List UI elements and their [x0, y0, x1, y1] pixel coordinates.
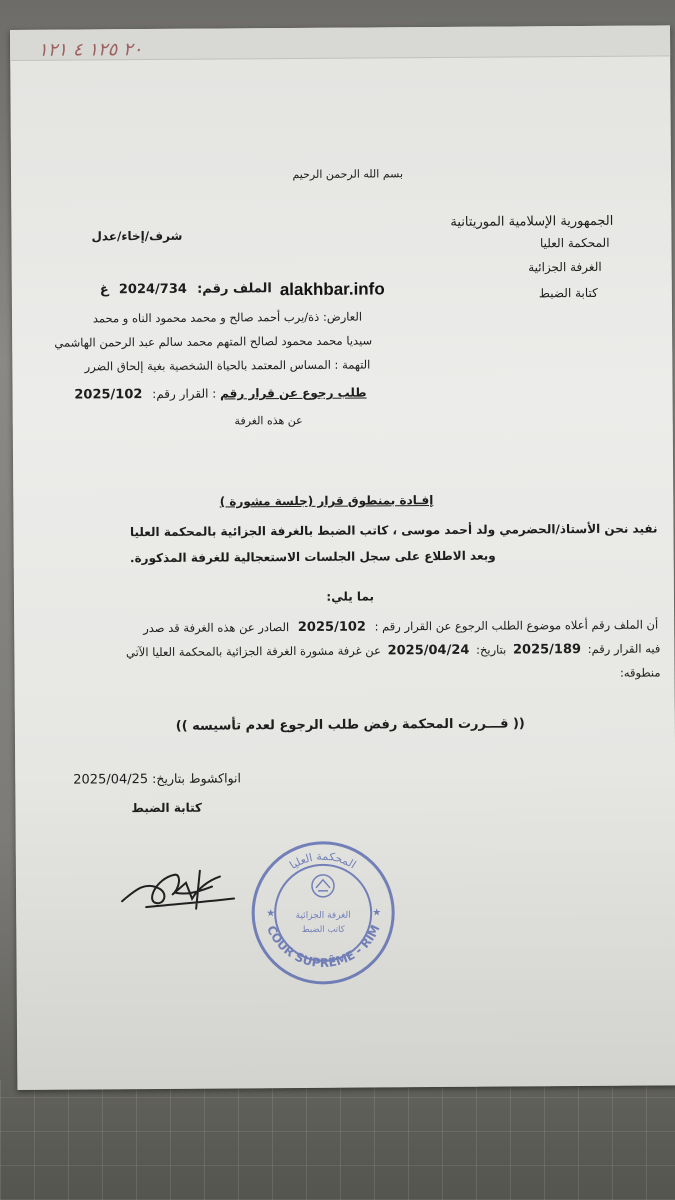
body-line2-mid: بتاريخ: — [476, 642, 507, 657]
request-line — [74, 386, 366, 403]
source-watermark: alakhbar.info — [279, 279, 385, 300]
basmala: بسم الله الرحمن الرحيم — [292, 167, 404, 182]
request-number: 2025/102 — [74, 387, 143, 403]
file-number: 2024/734 — [118, 281, 187, 298]
court-stamp — [248, 837, 399, 988]
header-registry: كتابة الضبط — [538, 285, 598, 301]
whereas-label: بما يلي: — [326, 589, 375, 604]
edge-handwritten-note: ٢٠ ١٢٥ ٤ ١٢١ — [38, 39, 143, 61]
paragraph-1: نفيد نحن الأستاذ/الحضرمي ولد أحمد موسى ، كاتب الضبط بالغرفة الجزائية بالمحكمة العليا — [129, 521, 658, 540]
document-page — [10, 25, 675, 1090]
stamp-top-text: المحكمة العليا — [287, 849, 359, 872]
file-suffix: غ — [99, 282, 109, 298]
svg-text:★: ★ — [266, 908, 276, 920]
header-chamber: الغرفة الجزائية — [528, 259, 602, 275]
stamp-inner-line-1: الغرفة الجزائية — [295, 910, 351, 922]
body-decision-number: 2025/102 — [297, 619, 366, 636]
stamp-inner-line-2: كاتب الضبط — [301, 924, 345, 935]
body-line-2 — [126, 641, 660, 660]
stamp-bottom-text: COUR SUPRÊME - RIM — [264, 922, 383, 971]
body-ruling-number: 2025/189 — [512, 642, 582, 658]
charge-line: التهمة : المساس المعتمد بالحياة الشخصية بغية إلحاق الضرر — [84, 357, 371, 374]
header-court: المحكمة العليا — [539, 235, 610, 251]
file-number-line — [100, 281, 272, 297]
motto: شرف/إخاء/عدل — [91, 228, 183, 244]
request-line-2: عن هذه الغرفة — [234, 413, 303, 428]
place-date-line — [73, 770, 241, 787]
petitioner-line-2: سيديا محمد محمود لصالح المتهم محمد سالم عبد الرحمن الهاشمي — [54, 333, 373, 350]
paragraph-2: وبعد الاطلاع على سجل الجلسات الاستعجالية للغرفة المذكورة. — [129, 548, 496, 566]
body-line1-end: الصادر عن هذه الغرفة قد صدر — [143, 620, 290, 636]
body-line2-start: فيه القرار رقم: — [587, 641, 661, 656]
notice-title: إفـادة بمنطوق قرار (جلسة مشورة ) — [219, 493, 434, 509]
header-country: الجمهورية الإسلامية الموريتانية — [450, 213, 614, 230]
place-date-label: انواكشوط بتاريخ: — [152, 770, 242, 787]
file-label: الملف رقم: — [197, 281, 272, 297]
svg-text:★: ★ — [372, 907, 382, 919]
place-date-value: 2025/04/25 — [73, 772, 149, 788]
handwritten-signature — [116, 858, 241, 919]
petitioner-line-1: العارض: ذة/يرب أحمد صالح و محمد محمود الناه و محمد — [92, 309, 363, 326]
surface-grid — [0, 1080, 675, 1200]
request-text: : القرار رقم: — [152, 386, 217, 402]
signer-title: كتابة الضبط — [131, 800, 203, 816]
ruling-text: (( قـــررت المحكمة رفض طلب الرجوع لعدم تأسيسه )) — [175, 716, 525, 734]
body-line1-start: أن الملف رقم أعلاه موضوع الطلب الرجوع عن القرار رقم : — [374, 617, 659, 634]
body-line-1 — [143, 617, 658, 636]
body-ruling-date: 2025/04/24 — [387, 642, 470, 659]
request-label: طلب رجوع عن قرار رقم — [220, 385, 367, 401]
body-line2-end: عن غرفة مشورة الغرفة الجزائية بالمحكمة العليا الآتي — [125, 643, 381, 660]
body-line-3: منطوقه: — [619, 665, 661, 680]
